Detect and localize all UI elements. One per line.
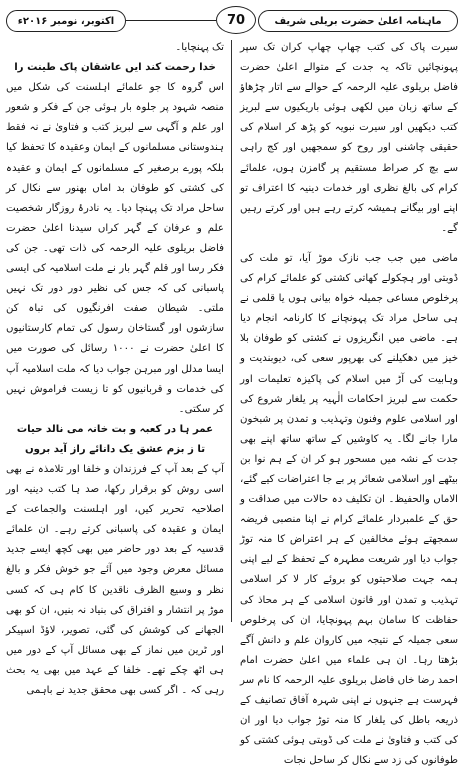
paragraph: ماضی میں جب جب نازک موڑ آیا، تو ملت کی ڈوبتی اور ہچکولے کھاتی کشتی کو علمائے کرام کی پرخلوص مساعی جمیلہ خواہ بیانی ہوں یا قلمی نے ہی ساحل مراد تک پہونچانے کا کارنامہ انجام دیا ہے۔ ماضی میں انگریزوں نے کشتی کو طوفان بلا خیز میں دھکیلنے کی بھرپور سعی کی، دیوبندیت و وہابیت کی آڑ میں اسلام کی پاکیزہ تعلیمات اور حکمت سے لبریز احکامات الٰہیہ پر یلغار شروع کی اور اسلامی علوم وفنون وتہذیب و تمدن پر شبخون مارا جانے لگا۔ یہ کاوشیں کے ساتھ ساتھ اپنے بھی جدت کے نشہ میں مسحور ہو کر ان کے ہم نوا بن بیٹھے اور اسلامی شعائر پر بے جا اعتراضات کیے گئے، الاماں والحفیظ۔ ان تکلیف دہ حالات میں صداقت و حق کے علمبردار علمائے کرام نے اپنا منصبی فریضہ سمجھتے ہوئے مخالفین کے ہر اعتراض کا منہ توڑ جواب دیا اور شریعت مطہرہ کے تحفظ کے لیے اپنی ہمہ جہت صلاحیتوں کو بروئے کار لا کر اسلامی تہذیب و تمدن اور قانون اسلامی کے ہر محاذ کی حفاظت کا سامان بہم پہونچایا، ان کی پرخلوص سعی جمیلہ کے نتیجہ میں کاروان علم و دانش آگے بڑھتا رہا۔ ان ہی علماء میں اعلیٰ حضرت امام احمد رضا خاں فاضل بریلوی علیہ الرحمہ کا نام سر فہرست ہے جنہوں نے اپنی شہرہ آفاق تصانیف کے ذریعہ باطل کی یلغار کا منہ توڑ جواب دیا اور ان کی کتب و فتاویٰ نے ملت کی ڈوبتی ہوئی کشتی کو طوفانوں کی زد سے نکال کر ساحل نجات bbox=[240, 252, 458, 767]
left-column bbox=[6, 38, 224, 696]
column-divider bbox=[231, 40, 232, 622]
paragraph: آپ کے بعد آپ کے فرزندان و خلفا اور تلامذہ نے بھی اسی روش کو برقرار رکھا، صد ہا کتب دینیہ اور اصلاحیہ تحریر کیں، اور اہلسنت والجماعت کے ایمان و عقیدہ کی پاسبانی کرتے رہے۔ ان علمائے قدسیہ کے بعد دور حاضر میں بھی کچھ ایسے جدید مسائل معرض وجود میں آئے جو خوش فکر و بالغ نظر و وسیع الظرف ناقدین کا کام ہی کہ کسی موڑ پر انتشار و افتراق کی بنیاد نہ بنیں، ان کو بھی الجھانے کی کوشش کی گئی، تصویر، لاؤڈ اسپیکر اور ٹرین میں نماز کے بھی مسائل آپ کے دور میں ہی اٹھ چکے تھے۔ خلفا کے عہد میں بھی یہ بحث رہی کہ ۔ اگر کسی بھی محقق جدید نے باہمی bbox=[6, 463, 224, 696]
paragraph: اس گروہ کا جو علمائے اہلسنت کی شکل میں منصہ شہود پر جلوہ بار ہوئی جن کے فکر و شعور اور علم و آگہی سے لبریز کتب و فتاویٰ نے نہ فقط ہندوستانی مسلمانوں کے ایمان وعقیدہ کا تحفظ کیا بلکہ پورے برصغیر کے مسلمانوں کے ایمان و عقیدہ کی کشتی کو طوفان بد اماں بھنور سے نکال کر ساحل مراد تک پہنچا دیا۔ یہ نادرۂ روزگار شخصیت علم و عرفان کے گہر کراں سیدنا اعلیٰ حضرت فاضل بریلوی علیہ الرحمہ کی ذات تھی۔ جن کی فکر رسا اور قلم گہر بار نے ملت اسلامیہ کی ایسی پاسبانی کی کہ جس کی نظیر دور دور تک نہیں ملتی۔ شیطان صفت افرنگیوں کی تباہ کن سازشوں اور گستاخان رسول کی تمام کارستانیوں کا اعلیٰ حضرت نے ۱۰۰۰ رسائل کی صورت میں ایسا مدلل اور مبرہن جواب دیا کہ ملت اسلامیہ آپ کی خدمات و قربانیوں کو تا زیست فراموش نہیں کر سکتی۔ bbox=[6, 82, 224, 415]
paragraph: سیرت پاک کی کتب چھاپ چھاپ کران تک سپر پہونچائیں تاکہ یہ جدت کے متوالے اعلیٰ حضرت فاضل بریلوی علیہ الرحمہ کے حوالے سے اتار چڑھاؤ کے ساتھ زبان میں لکھی ہوئی باریکیوں سے لبریز کتب دیکھیں اور سیرت نبویہ کو پڑھ کر اسلام کی حقیقی چاشنی اور روح کو سمجھیں اور کج راہی سے بچ کر صراط مستقیم پر گامزن ہوں، علمائے کرام کی بالغ نظری اور خدمات دینیہ کا اعتراف تو اپنے اور بیگانے ہمیشہ کرتے رہے ہیں اور کرتے رہیں گے۔ bbox=[240, 42, 458, 234]
magazine-title: ماہنامہ اعلیٰ حضرت بریلی شریف bbox=[258, 10, 458, 32]
page-number: 70 bbox=[216, 6, 256, 34]
paragraph: تک پہنچایا۔ bbox=[175, 42, 224, 53]
issue-date: اکتوبر، نومبر ۲۰۱۶ء bbox=[6, 10, 126, 32]
right-column bbox=[240, 38, 458, 767]
header-rule bbox=[126, 20, 216, 21]
verse: تا ز بزم عشق یک دانائے راز آید بروں bbox=[24, 443, 206, 455]
verse: خدا رحمت کند ایں عاشقان پاک طینت را bbox=[14, 62, 216, 74]
page-header bbox=[6, 6, 458, 34]
verse: عمر ہا در کعبہ و بت خانہ می نالد حیات bbox=[16, 423, 214, 435]
